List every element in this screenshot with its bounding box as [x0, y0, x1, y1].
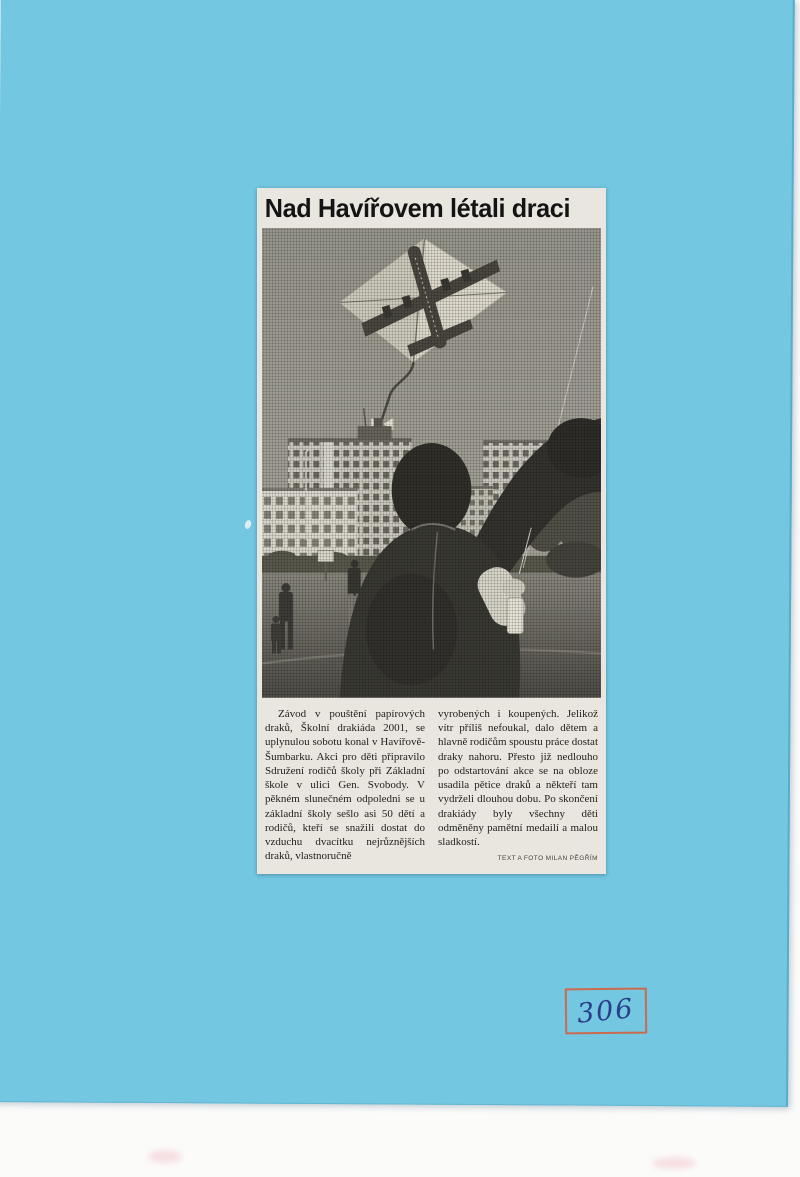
string-spool — [507, 598, 523, 634]
pink-smudge-left — [148, 1150, 182, 1163]
newspaper-clipping — [257, 188, 606, 874]
kite-photo — [262, 228, 601, 698]
kite-photo-illustration — [262, 228, 601, 698]
backpack — [366, 574, 458, 686]
article-column-left — [265, 707, 425, 866]
article-paragraph-left: Závod v pouštění papírových draků, Školní drakiáda 2001, se uplynulou sobotu konal v Havířově-Šumbarku. Akci pro děti připravilo Sdružení rodičů školy při Základní škole v ulici Gen. Svobody. V pěkném slunečném odpoledni se u základní školy sešlo asi 50 dětí a rodičů, kteří se snažili dostat do vzduchu dvacítku nejrůznějších draků, vlastnoručně — [265, 708, 425, 863]
article-paragraph-right: vyrobených i koupených. Jelikož vítr příliš nefoukal, dalo dětem a hlavně rodičům spoustu práce dostat draky nahoru. Přesto již nedlouho po odstartování akce se na obloze usadila pětice draků a někteří tam vydrželi dlouhou dobu. Po skončení drakiády byly všechny děti odměněny pamětní medailí a malou sladkostí. — [438, 708, 598, 848]
article-column-right — [438, 707, 598, 866]
child-head — [392, 443, 472, 537]
article-text — [257, 698, 606, 868]
catalog-number-box — [565, 988, 647, 1035]
headline: Nad Havířovem létali draci — [264, 193, 571, 223]
photo-credit: TEXT A FOTO MILAN PĚGŘÍM — [497, 855, 598, 863]
pink-smudge-right — [652, 1157, 696, 1169]
catalog-number: 306 — [575, 992, 637, 1030]
